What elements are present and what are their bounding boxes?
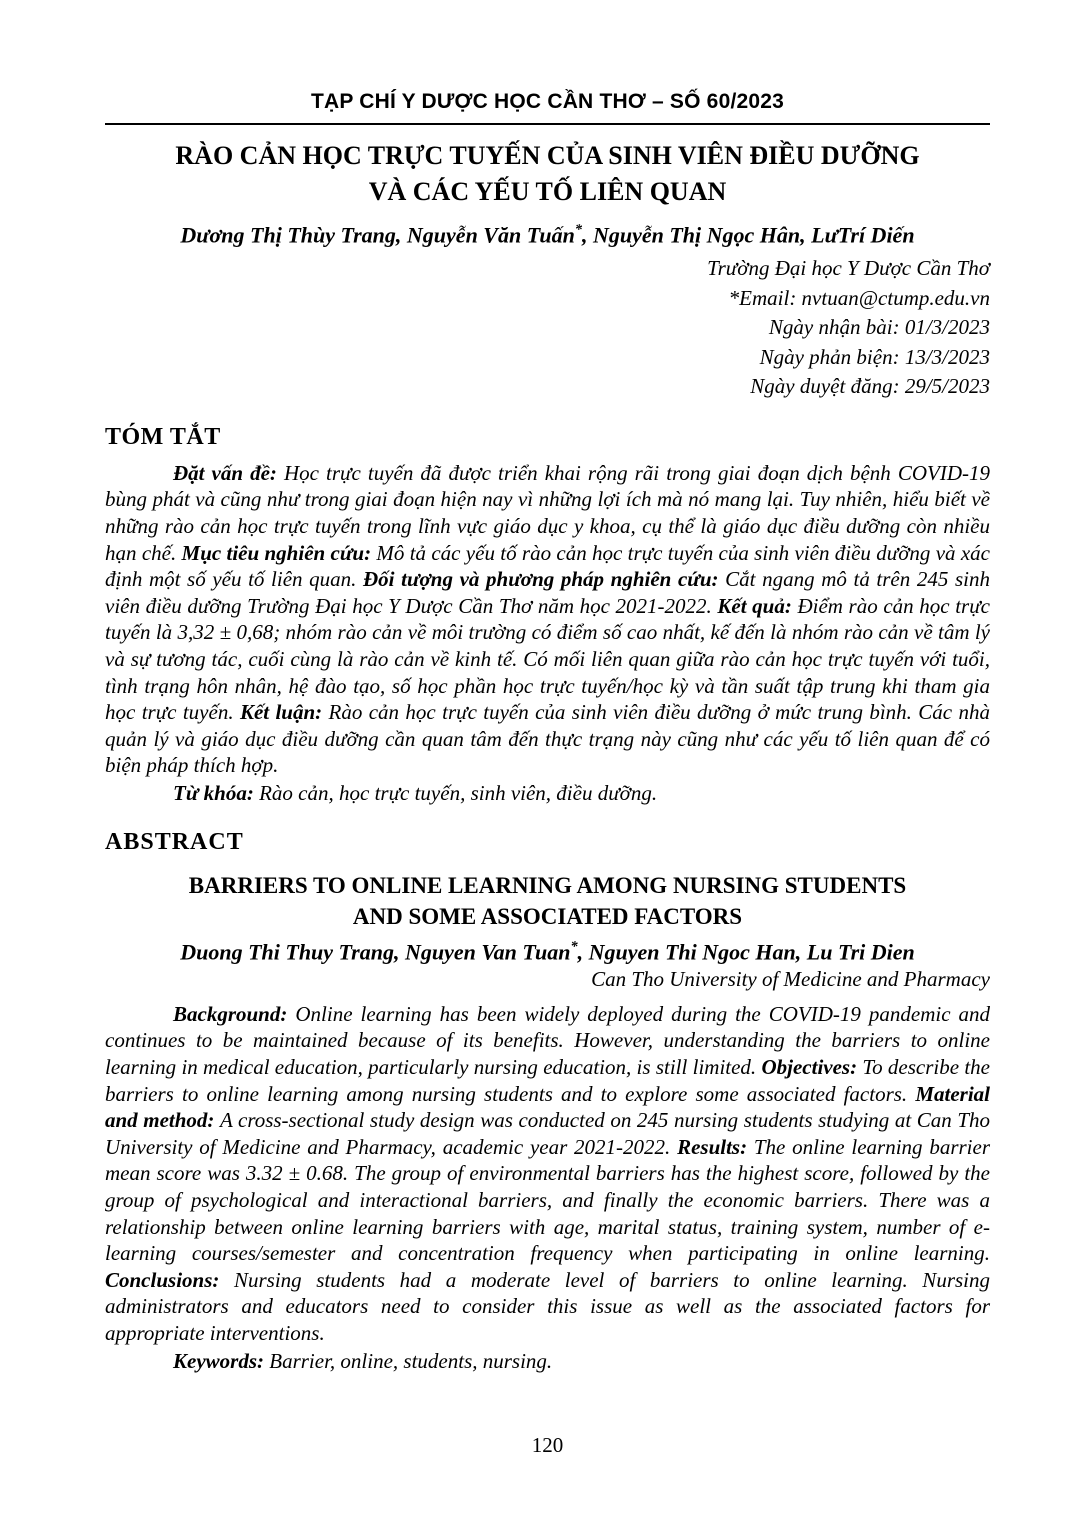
header-rule xyxy=(105,123,990,125)
article-title-vietnamese xyxy=(105,138,990,210)
abstract-keywords-line: Keywords: Barrier, online, students, nursing. xyxy=(173,1348,553,1373)
title-english-line-2: AND SOME ASSOCIATED FACTORS xyxy=(352,903,743,929)
title-vietnamese-line-1: RÀO CẢN HỌC TRỰC TUYẾN CỦA SINH VIÊN ĐIỀU DƯỠNG xyxy=(175,141,920,170)
article-title-english xyxy=(105,870,990,932)
date-accepted: Ngày duyệt đăng: 29/5/2023 xyxy=(750,374,990,399)
corresponding-email: *Email: nvtuan@ctump.edu.vn xyxy=(728,285,990,310)
tomtat-keywords-line: Từ khóa: Rào cản, học trực tuyến, sinh viên, điều dưỡng. xyxy=(173,780,658,805)
authors-vietnamese: Dương Thị Thùy Trang, Nguyễn Văn Tuấn*, Nguyễn Thị Ngọc Hân, LưTrí Diến xyxy=(180,222,915,248)
date-received: Ngày nhận bài: 01/3/2023 xyxy=(768,315,990,340)
authors-english: Duong Thi Thuy Trang, Nguyen Van Tuan*, Nguyen Thi Ngoc Han, Lu Tri Dien xyxy=(180,938,915,964)
title-english-line-1: BARRIERS TO ONLINE LEARNING AMONG NURSING STUDENTS xyxy=(188,872,907,898)
tomtat-body-paragraph: Đặt vấn đề: Học trực tuyến đã được triển khai rộng rãi trong giai đoạn dịch bệnh COVID-19 bùng phát và cũng như trong giai đoạn hiện nay vì những lợi ích mà nó mang lại. Tuy nhiên, hiểu biết về những rào cản học trực tuyến trong lĩnh vực giáo dục y khoa, cụ thể là giáo dục điều dưỡng còn nhiều hạn chế. Mục tiêu nghiên cứu: Mô tả các yếu tố rào cản học trực tuyến của sinh viên điều dưỡng và xác định một số yếu tố liên quan. Đối tượng và phương pháp nghiên cứu: Cắt ngang mô tả trên 245 sinh viên điều dưỡng Trường Đại học Y Dược Cần Thơ năm học 2021-2022. Kết quả: Điểm rào cản học trực tuyến là 3,32 ± 0,68; nhóm rào cản về môi trường có điểm số cao nhất, kế đến là nhóm rào cản về tâm lý và sự tương tác, cuối cùng là rào cản về kinh tế. Có mối liên quan giữa rào cản học trực tuyến với tuổi, tình trạng hôn nhân, hệ đào tạo, số học phần học trực tuyến/học kỳ và tần suất tập trung khi tham gia học trực tuyến. Kết luận: Rào cản học trực tuyến của sinh viên điều dưỡng ở mức trung bình. Các nhà quản lý và giáo dục điều dưỡng cần quan tâm đến thực trạng này cũng như các yếu tố liên quan để có biện pháp thích hợp. xyxy=(105,460,990,778)
article-meta-block xyxy=(105,254,990,402)
tomtat-heading: TÓM TẮT xyxy=(105,423,221,450)
date-reviewed: Ngày phản biện: 13/3/2023 xyxy=(759,344,990,369)
page-number: 120 xyxy=(531,1433,564,1457)
affiliation-english: Can Tho University of Medicine and Pharmacy xyxy=(591,966,990,991)
affiliation-vietnamese: Trường Đại học Y Dược Cần Thơ xyxy=(707,256,990,281)
title-vietnamese-line-2: VÀ CÁC YẾU TỐ LIÊN QUAN xyxy=(368,177,727,206)
abstract-heading: ABSTRACT xyxy=(105,828,244,855)
abstract-body-paragraph: Background: Online learning has been widely deployed during the COVID-19 pandemic and continues to be maintained because of its benefits. However, understanding the barriers to online learning in medical education, particularly nursing education, is still limited. Objectives: To describe the barriers to online learning among nursing students and to explore some associated factors. Material and method: A cross-sectional study design was conducted on 245 nursing students studying at Can Tho University of Medicine and Pharmacy, academic year 2021-2022. Results: The online learning barrier mean score was 3.32 ± 0.68. The group of environmental barriers has the highest score, followed by the group of psychological and interactional barriers, and finally the economic barriers. There was a relationship between online learning barriers with age, marital status, training system, number of e-learning courses/semester and concentration frequency when participating in online learning. Conclusions: Nursing students had a moderate level of barriers to online learning. Nursing administrators and educators need to consider this issue as well as the associated factors for appropriate interventions. xyxy=(105,1001,991,1345)
journal-header: TẠP CHÍ Y DƯỢC HỌC CẦN THƠ – SỐ 60/2023 xyxy=(310,90,784,113)
